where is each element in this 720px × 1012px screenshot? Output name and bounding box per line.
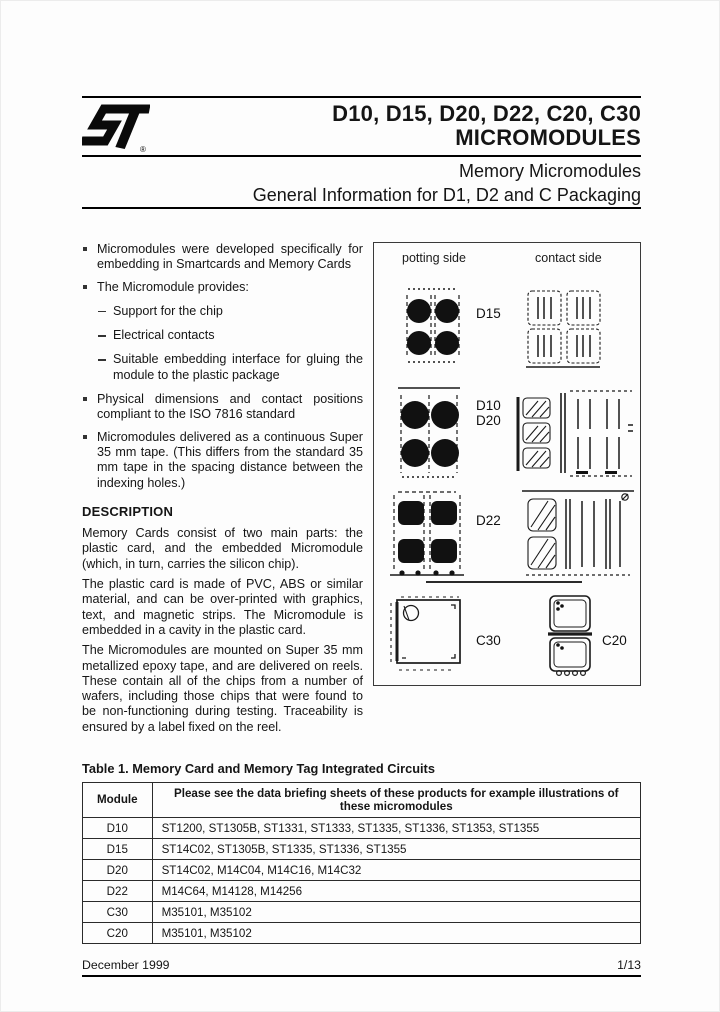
contact-side-label: contact side xyxy=(535,251,602,265)
footer-page-number: 1/13 xyxy=(617,958,641,973)
micromodule-figure xyxy=(373,242,641,686)
table-row xyxy=(83,839,641,860)
devices-cell: M35101, M35102 xyxy=(152,923,640,944)
description-paragraph: The plastic card is made of PVC, ABS or similar material, and can be over-printed with graphics, text, and magnetic strips. The Micromodule is embedded in a cavity in the plastic card. xyxy=(82,577,363,637)
module-column-header: Module xyxy=(83,783,153,818)
feature-list xyxy=(82,242,363,491)
c30-art xyxy=(389,595,467,673)
feature-sublist xyxy=(97,304,363,383)
subtitle-line2: General Information for D1, D2 and C Packaging xyxy=(252,185,641,205)
main-content xyxy=(82,242,641,740)
module-cell: D20 xyxy=(83,860,153,881)
table-row xyxy=(83,818,641,839)
c20-row-label: C20 xyxy=(602,633,627,648)
title-line1: D10, D15, D20, D22, C20, C30 xyxy=(332,101,641,126)
list-subitem: Suitable embedding interface for gluing the module to the plastic package xyxy=(97,352,363,383)
feature-text: Micromodules were developed specifically for embedding in Smartcards and Memory Cards xyxy=(97,242,363,272)
figure-separator xyxy=(426,581,582,583)
list-subitem: Electrical contacts xyxy=(97,328,363,343)
potting-side-label: potting side xyxy=(402,251,466,265)
list-subitem: Support for the chip xyxy=(97,304,363,319)
list-item xyxy=(82,280,363,383)
st-logo-icon xyxy=(82,102,150,154)
d10-label: D10 xyxy=(476,398,501,413)
c30-row-label: C30 xyxy=(476,633,501,648)
d15-contact-art xyxy=(526,285,604,369)
subtitle-block xyxy=(82,157,641,207)
devices-cell: M14C64, M14128, M14256 xyxy=(152,881,640,902)
d10-d20-row-label xyxy=(476,398,501,428)
table-row xyxy=(83,923,641,944)
page-footer xyxy=(82,958,641,977)
description-paragraph: Memory Cards consist of two main parts: the plastic card, and the embedded Micromodule (which, in turn, carries the silicon chip). xyxy=(82,526,363,571)
feature-text: The Micromodule provides: xyxy=(97,279,249,294)
description-paragraph: The Micromodules are mounted on Super 35 mm metallized epoxy tape, and are delivered on reels. These contain all of the chips from a number of wafers, including those chips that were found to be non-functioning during testing. Traceability is ensured by a label fixed on the reel. xyxy=(82,643,363,734)
module-cell: D22 xyxy=(83,881,153,902)
d10-d20-contact-art xyxy=(514,385,636,481)
devices-cell: ST14C02, ST1305B, ST1335, ST1336, ST1355 xyxy=(152,839,640,860)
d15-potting-art xyxy=(400,283,462,367)
d15-row-label: D15 xyxy=(476,306,501,321)
devices-column-header: Please see the data briefing sheets of these products for example illustrations of these micromodules xyxy=(152,783,640,818)
header xyxy=(82,98,641,155)
list-item xyxy=(82,242,363,273)
table-row xyxy=(83,902,641,923)
feature-text: Physical dimensions and contact positions compliant to the ISO 7816 standard xyxy=(97,392,363,422)
d22-contact-art xyxy=(522,487,636,579)
devices-cell: ST14C02, M14C04, M14C16, M14C32 xyxy=(152,860,640,881)
list-item xyxy=(82,392,363,423)
module-cell: C20 xyxy=(83,923,153,944)
description-heading: DESCRIPTION xyxy=(82,503,174,519)
table-header-row xyxy=(83,783,641,818)
module-cell: C30 xyxy=(83,902,153,923)
page-title xyxy=(332,102,641,150)
d22-row-label: D22 xyxy=(476,513,501,528)
module-cell: D10 xyxy=(83,818,153,839)
subtitle-line1: Memory Micromodules xyxy=(458,161,641,181)
devices-cell: M35101, M35102 xyxy=(152,902,640,923)
feature-column xyxy=(82,242,363,740)
header-bottom-rule xyxy=(82,207,641,209)
list-item xyxy=(82,430,363,491)
d20-label: D20 xyxy=(476,413,501,428)
footer-date: December 1999 xyxy=(82,958,170,973)
table-row xyxy=(83,881,641,902)
module-cell: D15 xyxy=(83,839,153,860)
table-row xyxy=(83,860,641,881)
registered-mark: ® xyxy=(140,145,146,154)
devices-cell: ST1200, ST1305B, ST1331, ST1333, ST1335, ST1336, ST1353, ST1355 xyxy=(152,818,640,839)
feature-text: Micromodules delivered as a continuous Super 35 mm tape. (This differs from the standard 35 mm tape in the spacing distance between the indexing holes.) xyxy=(97,429,363,490)
c20-art xyxy=(546,593,594,677)
memory-card-table xyxy=(82,782,641,944)
st-logo xyxy=(82,102,150,154)
title-line2: MICROMODULES xyxy=(455,125,641,150)
d10-d20-potting-art xyxy=(396,385,462,481)
d22-potting-art xyxy=(390,489,464,581)
table-caption: Table 1. Memory Card and Memory Tag Integrated Circuits xyxy=(82,761,435,777)
